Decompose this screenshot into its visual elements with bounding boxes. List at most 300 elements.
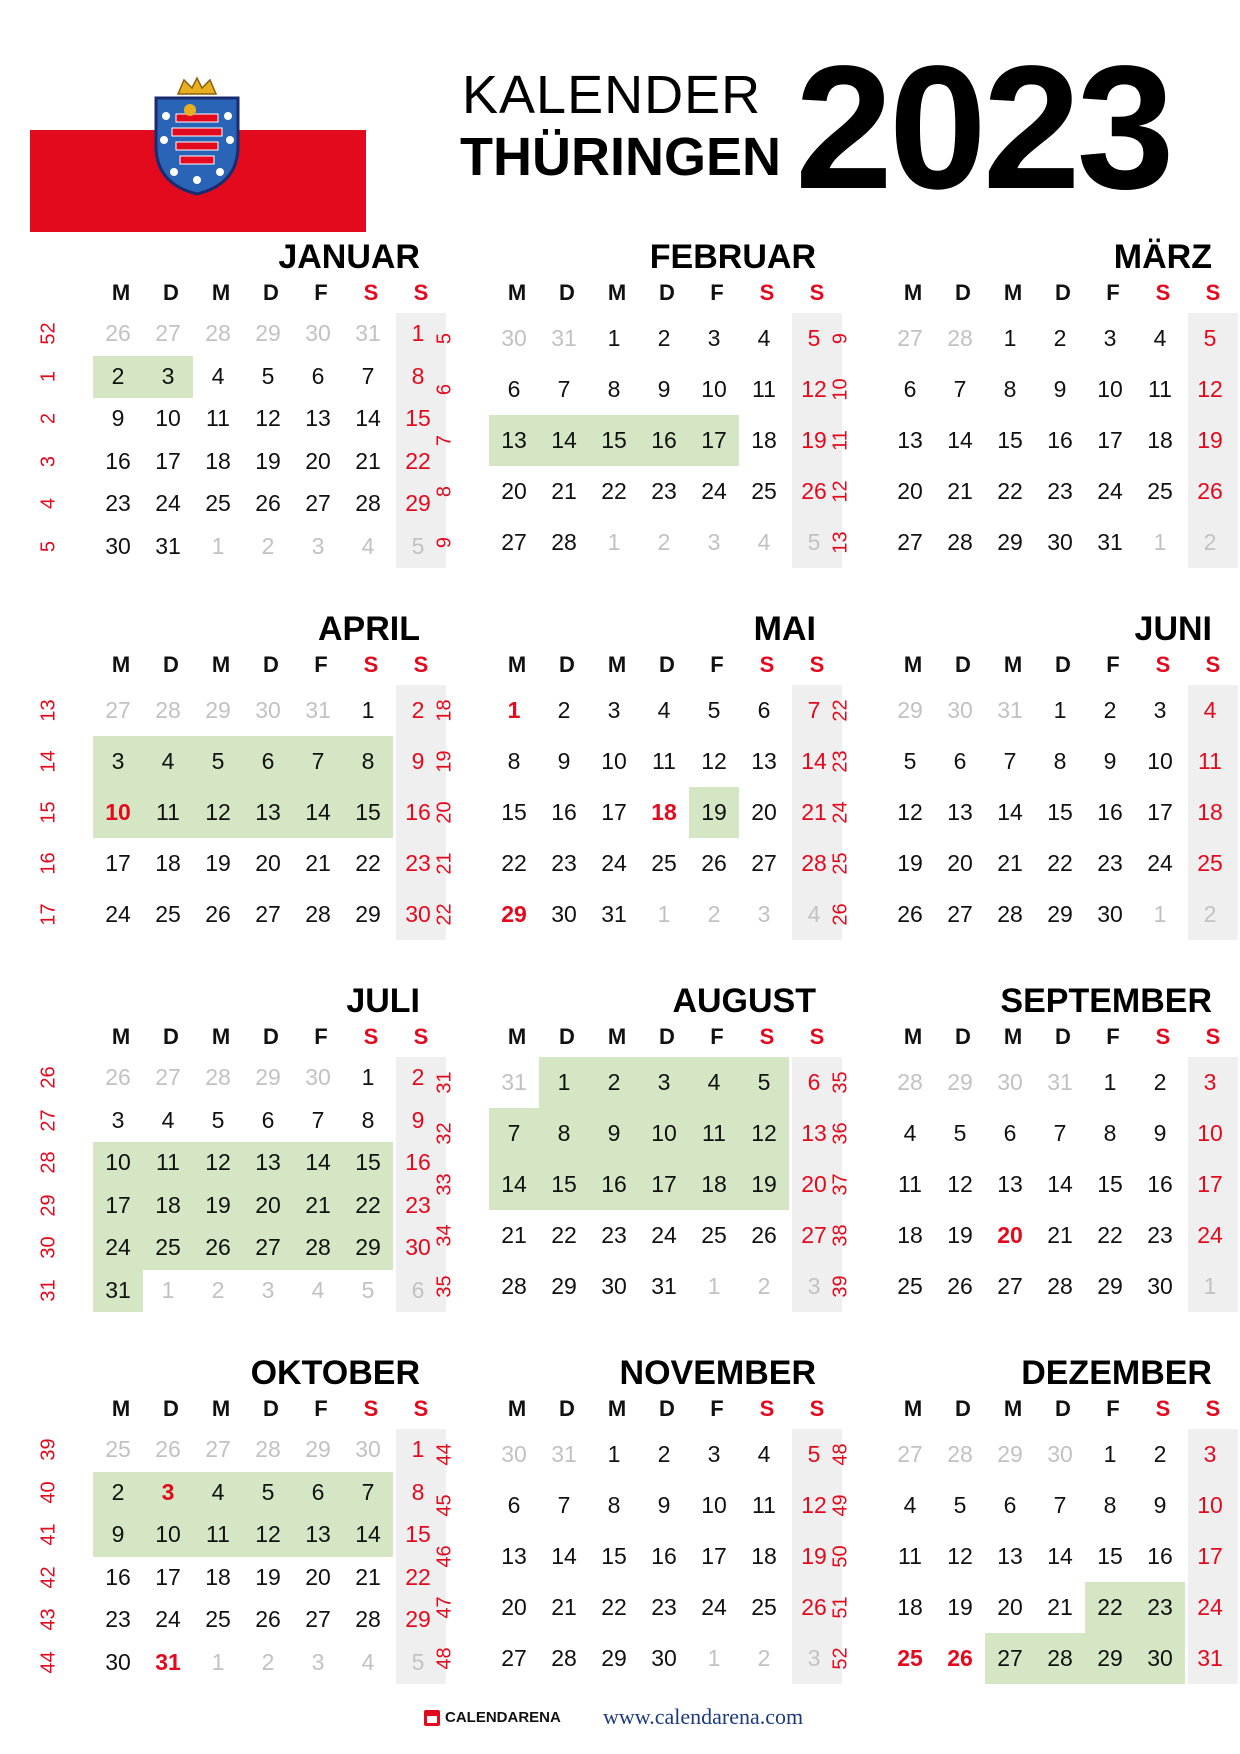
day-cell[interactable]: 17 (651, 1170, 677, 1197)
day-cell[interactable]: 12 (1197, 375, 1223, 402)
day-cell[interactable]: 25 (651, 849, 677, 876)
day-cell[interactable]: 20 (305, 447, 331, 474)
day-cell[interactable]: 21 (551, 1593, 577, 1620)
day-cell[interactable]: 11 (206, 405, 230, 432)
day-cell[interactable]: 4 (361, 1648, 375, 1675)
day-cell[interactable]: 14 (947, 426, 973, 453)
day-cell[interactable]: 28 (947, 1440, 973, 1467)
day-cell[interactable]: 25 (701, 1221, 727, 1248)
day-cell[interactable]: 22 (355, 849, 381, 876)
day-cell[interactable]: 10 (105, 798, 131, 825)
day-cell[interactable]: 13 (801, 1119, 827, 1146)
day-cell[interactable]: 25 (155, 1234, 181, 1261)
day-cell[interactable]: 22 (1097, 1221, 1123, 1248)
day-cell[interactable]: 29 (501, 900, 527, 927)
day-cell[interactable]: 15 (355, 1149, 381, 1176)
day-cell[interactable]: 1 (361, 1064, 375, 1091)
day-cell[interactable]: 27 (501, 1644, 527, 1671)
day-cell[interactable]: 30 (601, 1272, 627, 1299)
day-cell[interactable]: 5 (361, 1276, 375, 1303)
day-cell[interactable]: 25 (897, 1644, 923, 1671)
day-cell[interactable]: 1 (607, 1440, 621, 1467)
day-cell[interactable]: 15 (601, 1542, 627, 1569)
day-cell[interactable]: 21 (1047, 1593, 1073, 1620)
day-cell[interactable]: 9 (1053, 375, 1067, 402)
day-cell[interactable]: 7 (311, 747, 325, 774)
footer-brand[interactable] (424, 1709, 561, 1726)
day-cell[interactable]: 17 (601, 798, 627, 825)
day-cell[interactable]: 23 (1047, 477, 1073, 504)
day-cell[interactable]: 25 (205, 1606, 231, 1633)
day-cell[interactable]: 21 (355, 447, 381, 474)
day-cell[interactable]: 24 (1097, 477, 1123, 504)
day-cell[interactable]: 23 (551, 849, 577, 876)
day-cell[interactable]: 29 (255, 320, 281, 347)
day-cell[interactable]: 11 (1198, 747, 1222, 774)
day-cell[interactable]: 10 (155, 405, 181, 432)
day-cell[interactable]: 9 (657, 1491, 671, 1518)
day-cell[interactable]: 12 (205, 1149, 231, 1176)
day-cell[interactable]: 11 (206, 1521, 230, 1548)
day-cell[interactable]: 15 (355, 798, 381, 825)
day-cell[interactable]: 28 (551, 1644, 577, 1671)
day-cell[interactable]: 13 (305, 405, 331, 432)
day-cell[interactable]: 28 (1047, 1644, 1073, 1671)
day-cell[interactable]: 2 (557, 696, 571, 723)
day-cell[interactable]: 31 (601, 900, 627, 927)
day-cell[interactable]: 14 (801, 747, 827, 774)
day-cell[interactable]: 27 (305, 490, 331, 517)
day-cell[interactable]: 10 (651, 1119, 677, 1146)
day-cell[interactable]: 26 (947, 1644, 973, 1671)
day-cell[interactable]: 16 (651, 1542, 677, 1569)
day-cell[interactable]: 8 (507, 747, 521, 774)
day-cell[interactable]: 15 (601, 426, 627, 453)
day-cell[interactable]: 2 (1153, 1440, 1167, 1467)
day-cell[interactable]: 8 (1103, 1119, 1117, 1146)
day-cell[interactable]: 31 (105, 1276, 131, 1303)
day-cell[interactable]: 2 (1153, 1068, 1167, 1095)
day-cell[interactable]: 15 (405, 405, 431, 432)
day-cell[interactable]: 2 (607, 1068, 621, 1095)
day-cell[interactable]: 9 (111, 1521, 125, 1548)
day-cell[interactable]: 26 (105, 320, 131, 347)
day-cell[interactable]: 3 (657, 1068, 671, 1095)
day-cell[interactable]: 17 (105, 849, 131, 876)
day-cell[interactable]: 5 (261, 1478, 275, 1505)
day-cell[interactable]: 19 (801, 1542, 827, 1569)
day-cell[interactable]: 25 (1197, 849, 1223, 876)
day-cell[interactable]: 6 (311, 1478, 325, 1505)
day-cell[interactable]: 16 (1147, 1542, 1173, 1569)
day-cell[interactable]: 24 (105, 900, 131, 927)
day-cell[interactable]: 28 (1047, 1272, 1073, 1299)
day-cell[interactable]: 18 (897, 1593, 923, 1620)
day-cell[interactable]: 29 (405, 1606, 431, 1633)
day-cell[interactable]: 11 (156, 1149, 180, 1176)
day-cell[interactable]: 19 (947, 1593, 973, 1620)
day-cell[interactable]: 29 (205, 696, 231, 723)
day-cell[interactable]: 22 (405, 1563, 431, 1590)
day-cell[interactable]: 17 (105, 1191, 131, 1218)
day-cell[interactable]: 24 (155, 1606, 181, 1633)
day-cell[interactable]: 28 (255, 1436, 281, 1463)
day-cell[interactable]: 3 (607, 696, 621, 723)
day-cell[interactable]: 25 (155, 900, 181, 927)
day-cell[interactable]: 11 (898, 1170, 922, 1197)
day-cell[interactable]: 12 (255, 1521, 281, 1548)
day-cell[interactable]: 7 (953, 375, 967, 402)
day-cell[interactable]: 8 (361, 1106, 375, 1133)
day-cell[interactable]: 13 (997, 1542, 1023, 1569)
day-cell[interactable]: 26 (205, 1234, 231, 1261)
day-cell[interactable]: 4 (161, 747, 175, 774)
day-cell[interactable]: 14 (501, 1170, 527, 1197)
day-cell[interactable]: 10 (155, 1521, 181, 1548)
day-cell[interactable]: 14 (551, 426, 577, 453)
day-cell[interactable]: 2 (411, 696, 425, 723)
day-cell[interactable]: 31 (551, 324, 577, 351)
day-cell[interactable]: 16 (601, 1170, 627, 1197)
day-cell[interactable]: 10 (701, 1491, 727, 1518)
day-cell[interactable]: 11 (652, 747, 676, 774)
day-cell[interactable]: 25 (751, 1593, 777, 1620)
day-cell[interactable]: 31 (651, 1272, 677, 1299)
day-cell[interactable]: 7 (1053, 1119, 1067, 1146)
day-cell[interactable]: 17 (1097, 426, 1123, 453)
day-cell[interactable]: 21 (501, 1221, 527, 1248)
day-cell[interactable]: 27 (305, 1606, 331, 1633)
day-cell[interactable]: 9 (411, 747, 425, 774)
day-cell[interactable]: 20 (501, 1593, 527, 1620)
day-cell[interactable]: 27 (205, 1436, 231, 1463)
day-cell[interactable]: 14 (551, 1542, 577, 1569)
day-cell[interactable]: 27 (997, 1644, 1023, 1671)
day-cell[interactable]: 16 (1147, 1170, 1173, 1197)
day-cell[interactable]: 5 (807, 324, 821, 351)
day-cell[interactable]: 8 (411, 1478, 425, 1505)
day-cell[interactable]: 29 (1097, 1272, 1123, 1299)
day-cell[interactable]: 2 (261, 532, 275, 559)
day-cell[interactable]: 9 (607, 1119, 621, 1146)
day-cell[interactable]: 5 (411, 1648, 425, 1675)
day-cell[interactable]: 29 (551, 1272, 577, 1299)
day-cell[interactable]: 13 (255, 1149, 281, 1176)
day-cell[interactable]: 5 (211, 1106, 225, 1133)
day-cell[interactable]: 25 (205, 490, 231, 517)
day-cell[interactable]: 19 (255, 447, 281, 474)
day-cell[interactable]: 16 (105, 447, 131, 474)
day-cell[interactable]: 28 (551, 528, 577, 555)
day-cell[interactable]: 8 (1053, 747, 1067, 774)
day-cell[interactable]: 29 (997, 1440, 1023, 1467)
day-cell[interactable]: 25 (1147, 477, 1173, 504)
day-cell[interactable]: 1 (657, 900, 671, 927)
day-cell[interactable]: 9 (557, 747, 571, 774)
day-cell[interactable]: 31 (1197, 1644, 1223, 1671)
day-cell[interactable]: 4 (1203, 696, 1217, 723)
day-cell[interactable]: 26 (1197, 477, 1223, 504)
day-cell[interactable]: 19 (751, 1170, 777, 1197)
day-cell[interactable]: 21 (355, 1563, 381, 1590)
day-cell[interactable]: 16 (405, 1149, 431, 1176)
day-cell[interactable]: 28 (305, 900, 331, 927)
day-cell[interactable]: 18 (1197, 798, 1223, 825)
day-cell[interactable]: 10 (701, 375, 727, 402)
footer-url-link[interactable]: www.calendarena.com (603, 1704, 804, 1729)
day-cell[interactable]: 27 (801, 1221, 827, 1248)
day-cell[interactable]: 5 (903, 747, 917, 774)
day-cell[interactable]: 22 (601, 1593, 627, 1620)
day-cell[interactable]: 3 (1203, 1440, 1217, 1467)
day-cell[interactable]: 27 (947, 900, 973, 927)
day-cell[interactable]: 10 (1147, 747, 1173, 774)
day-cell[interactable]: 2 (757, 1644, 771, 1671)
day-cell[interactable]: 27 (255, 900, 281, 927)
day-cell[interactable]: 21 (997, 849, 1023, 876)
day-cell[interactable]: 30 (997, 1068, 1023, 1095)
day-cell[interactable]: 18 (1147, 426, 1173, 453)
day-cell[interactable]: 29 (1097, 1644, 1123, 1671)
day-cell[interactable]: 27 (255, 1234, 281, 1261)
day-cell[interactable]: 30 (501, 324, 527, 351)
day-cell[interactable]: 1 (707, 1272, 721, 1299)
day-cell[interactable]: 20 (751, 798, 777, 825)
day-cell[interactable]: 24 (701, 1593, 727, 1620)
day-cell[interactable]: 11 (702, 1119, 726, 1146)
day-cell[interactable]: 30 (947, 696, 973, 723)
day-cell[interactable]: 14 (305, 1149, 331, 1176)
day-cell[interactable]: 30 (1047, 1440, 1073, 1467)
day-cell[interactable]: 26 (205, 900, 231, 927)
day-cell[interactable]: 15 (1097, 1170, 1123, 1197)
day-cell[interactable]: 12 (751, 1119, 777, 1146)
day-cell[interactable]: 10 (1197, 1491, 1223, 1518)
day-cell[interactable]: 24 (601, 849, 627, 876)
day-cell[interactable]: 12 (801, 375, 827, 402)
day-cell[interactable]: 14 (1047, 1542, 1073, 1569)
day-cell[interactable]: 1 (1103, 1440, 1117, 1467)
day-cell[interactable]: 10 (105, 1149, 131, 1176)
day-cell[interactable]: 22 (997, 477, 1023, 504)
day-cell[interactable]: 28 (305, 1234, 331, 1261)
day-cell[interactable]: 30 (501, 1440, 527, 1467)
day-cell[interactable]: 29 (997, 528, 1023, 555)
day-cell[interactable]: 17 (155, 1563, 181, 1590)
day-cell[interactable]: 24 (155, 490, 181, 517)
day-cell[interactable]: 12 (801, 1491, 827, 1518)
day-cell[interactable]: 3 (1103, 324, 1117, 351)
day-cell[interactable]: 16 (1047, 426, 1073, 453)
day-cell[interactable]: 2 (111, 362, 125, 389)
day-cell[interactable]: 30 (405, 1234, 431, 1261)
day-cell[interactable]: 2 (211, 1276, 225, 1303)
day-cell[interactable]: 20 (305, 1563, 331, 1590)
day-cell[interactable]: 28 (355, 490, 381, 517)
day-cell[interactable]: 12 (897, 798, 923, 825)
day-cell[interactable]: 1 (1153, 528, 1167, 555)
day-cell[interactable]: 28 (155, 696, 181, 723)
day-cell[interactable]: 19 (701, 798, 727, 825)
day-cell[interactable]: 30 (1147, 1272, 1173, 1299)
day-cell[interactable]: 4 (903, 1119, 917, 1146)
day-cell[interactable]: 6 (261, 747, 275, 774)
day-cell[interactable]: 5 (757, 1068, 771, 1095)
day-cell[interactable]: 6 (507, 375, 521, 402)
day-cell[interactable]: 15 (1097, 1542, 1123, 1569)
day-cell[interactable]: 13 (751, 747, 777, 774)
day-cell[interactable]: 26 (255, 1606, 281, 1633)
day-cell[interactable]: 1 (411, 1436, 425, 1463)
day-cell[interactable]: 2 (757, 1272, 771, 1299)
day-cell[interactable]: 27 (897, 528, 923, 555)
day-cell[interactable]: 27 (105, 696, 131, 723)
day-cell[interactable]: 3 (1203, 1068, 1217, 1095)
day-cell[interactable]: 24 (1197, 1221, 1223, 1248)
day-cell[interactable]: 13 (947, 798, 973, 825)
day-cell[interactable]: 3 (111, 747, 125, 774)
day-cell[interactable]: 23 (1097, 849, 1123, 876)
day-cell[interactable]: 8 (557, 1119, 571, 1146)
day-cell[interactable]: 14 (1047, 1170, 1073, 1197)
day-cell[interactable]: 14 (997, 798, 1023, 825)
day-cell[interactable]: 13 (255, 798, 281, 825)
day-cell[interactable]: 1 (557, 1068, 571, 1095)
day-cell[interactable]: 20 (255, 1191, 281, 1218)
day-cell[interactable]: 11 (752, 375, 776, 402)
day-cell[interactable]: 20 (801, 1170, 827, 1197)
day-cell[interactable]: 24 (701, 477, 727, 504)
day-cell[interactable]: 31 (355, 320, 381, 347)
day-cell[interactable]: 22 (501, 849, 527, 876)
day-cell[interactable]: 6 (411, 1276, 425, 1303)
day-cell[interactable]: 8 (1003, 375, 1017, 402)
day-cell[interactable]: 31 (501, 1068, 527, 1095)
day-cell[interactable]: 6 (1003, 1119, 1017, 1146)
day-cell[interactable]: 3 (311, 532, 325, 559)
day-cell[interactable]: 13 (501, 1542, 527, 1569)
day-cell[interactable]: 10 (1197, 1119, 1223, 1146)
day-cell[interactable]: 16 (1097, 798, 1123, 825)
day-cell[interactable]: 26 (105, 1064, 131, 1091)
day-cell[interactable]: 5 (411, 532, 425, 559)
day-cell[interactable]: 28 (947, 324, 973, 351)
day-cell[interactable]: 30 (255, 696, 281, 723)
day-cell[interactable]: 24 (1197, 1593, 1223, 1620)
day-cell[interactable]: 18 (701, 1170, 727, 1197)
day-cell[interactable]: 18 (751, 426, 777, 453)
day-cell[interactable]: 19 (205, 1191, 231, 1218)
day-cell[interactable]: 28 (205, 320, 231, 347)
day-cell[interactable]: 21 (305, 849, 331, 876)
day-cell[interactable]: 8 (411, 362, 425, 389)
day-cell[interactable]: 28 (997, 900, 1023, 927)
day-cell[interactable]: 3 (1153, 696, 1167, 723)
day-cell[interactable]: 29 (405, 490, 431, 517)
day-cell[interactable]: 2 (261, 1648, 275, 1675)
day-cell[interactable]: 30 (105, 532, 131, 559)
day-cell[interactable]: 29 (601, 1644, 627, 1671)
day-cell[interactable]: 5 (953, 1491, 967, 1518)
day-cell[interactable]: 29 (255, 1064, 281, 1091)
day-cell[interactable]: 5 (261, 362, 275, 389)
day-cell[interactable]: 26 (255, 490, 281, 517)
day-cell[interactable]: 9 (1103, 747, 1117, 774)
day-cell[interactable]: 7 (1053, 1491, 1067, 1518)
day-cell[interactable]: 6 (953, 747, 967, 774)
day-cell[interactable]: 2 (1203, 528, 1217, 555)
day-cell[interactable]: 27 (501, 528, 527, 555)
day-cell[interactable]: 7 (507, 1119, 521, 1146)
day-cell[interactable]: 28 (897, 1068, 923, 1095)
day-cell[interactable]: 31 (1097, 528, 1123, 555)
day-cell[interactable]: 6 (261, 1106, 275, 1133)
day-cell[interactable]: 7 (361, 1478, 375, 1505)
day-cell[interactable]: 22 (551, 1221, 577, 1248)
day-cell[interactable]: 30 (355, 1436, 381, 1463)
day-cell[interactable]: 2 (1203, 900, 1217, 927)
day-cell[interactable]: 15 (405, 1521, 431, 1548)
day-cell[interactable]: 8 (361, 747, 375, 774)
day-cell[interactable]: 17 (701, 1542, 727, 1569)
day-cell[interactable]: 28 (355, 1606, 381, 1633)
day-cell[interactable]: 31 (305, 696, 331, 723)
day-cell[interactable]: 29 (355, 1234, 381, 1261)
day-cell[interactable]: 10 (1097, 375, 1123, 402)
day-cell[interactable]: 23 (651, 477, 677, 504)
day-cell[interactable]: 1 (161, 1276, 175, 1303)
day-cell[interactable]: 30 (551, 900, 577, 927)
day-cell[interactable]: 9 (111, 405, 125, 432)
day-cell[interactable]: 1 (1103, 1068, 1117, 1095)
day-cell[interactable]: 10 (601, 747, 627, 774)
day-cell[interactable]: 8 (1103, 1491, 1117, 1518)
day-cell[interactable]: 3 (707, 528, 721, 555)
day-cell[interactable]: 11 (752, 1491, 776, 1518)
day-cell[interactable]: 24 (1147, 849, 1173, 876)
day-cell[interactable]: 31 (1047, 1068, 1073, 1095)
day-cell[interactable]: 3 (807, 1272, 821, 1299)
day-cell[interactable]: 21 (947, 477, 973, 504)
day-cell[interactable]: 27 (997, 1272, 1023, 1299)
day-cell[interactable]: 15 (501, 798, 527, 825)
day-cell[interactable]: 13 (501, 426, 527, 453)
day-cell[interactable]: 18 (205, 447, 231, 474)
day-cell[interactable]: 23 (105, 490, 131, 517)
day-cell[interactable]: 1 (411, 320, 425, 347)
day-cell[interactable]: 2 (657, 528, 671, 555)
day-cell[interactable]: 14 (355, 1521, 381, 1548)
day-cell[interactable]: 29 (355, 900, 381, 927)
day-cell[interactable]: 15 (1047, 798, 1073, 825)
day-cell[interactable]: 2 (411, 1064, 425, 1091)
day-cell[interactable]: 2 (1103, 696, 1117, 723)
day-cell[interactable]: 21 (551, 477, 577, 504)
day-cell[interactable]: 16 (405, 798, 431, 825)
day-cell[interactable]: 4 (903, 1491, 917, 1518)
day-cell[interactable]: 5 (707, 696, 721, 723)
day-cell[interactable]: 6 (507, 1491, 521, 1518)
day-cell[interactable]: 22 (601, 477, 627, 504)
day-cell[interactable]: 6 (311, 362, 325, 389)
day-cell[interactable]: 20 (997, 1221, 1023, 1248)
day-cell[interactable]: 12 (947, 1170, 973, 1197)
day-cell[interactable]: 9 (657, 375, 671, 402)
day-cell[interactable]: 20 (947, 849, 973, 876)
day-cell[interactable]: 1 (211, 532, 225, 559)
day-cell[interactable]: 1 (1153, 900, 1167, 927)
day-cell[interactable]: 8 (607, 375, 621, 402)
